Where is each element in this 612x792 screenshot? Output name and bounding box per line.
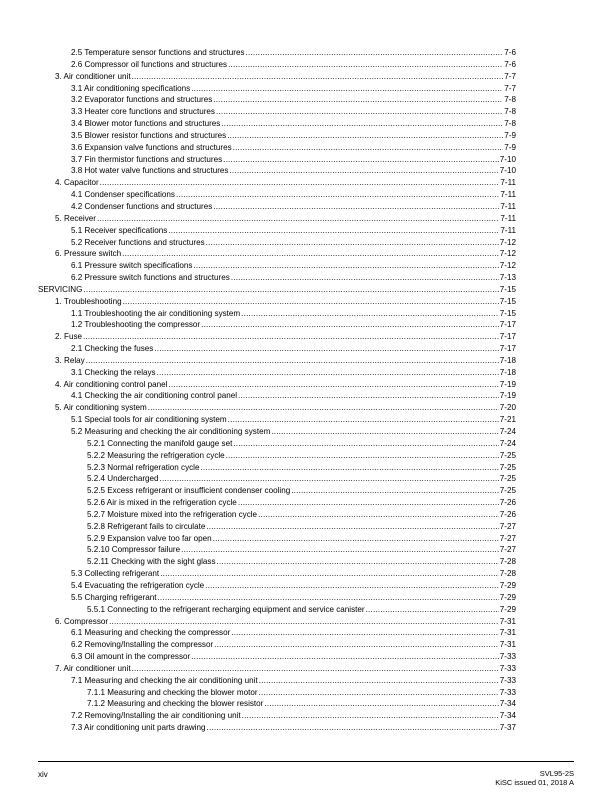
toc-entry[interactable]	[38, 710, 516, 722]
toc-entry[interactable]	[38, 296, 516, 308]
toc-entry[interactable]	[38, 533, 516, 545]
toc-dot-leader	[83, 331, 499, 343]
toc-entry-page: 7-9	[504, 130, 516, 140]
toc-dot-leader	[86, 355, 499, 367]
toc-entry-title: 5.2.6 Air is mixed in the refrigeration cycle	[87, 498, 237, 508]
toc-entry-page: 7-25	[499, 462, 516, 472]
toc-entry[interactable]	[38, 426, 516, 438]
toc-dot-leader	[238, 390, 499, 402]
toc-entry[interactable]	[38, 663, 516, 675]
toc-entry-page: 7-18	[499, 367, 516, 377]
toc-dot-leader	[366, 604, 499, 616]
toc-entry[interactable]	[38, 544, 516, 556]
toc-entry-page: 7-12	[499, 249, 516, 259]
toc-entry[interactable]	[38, 118, 516, 130]
toc-dot-leader	[132, 663, 499, 675]
toc-dot-leader	[169, 379, 499, 391]
toc-dot-leader	[271, 426, 498, 438]
toc-entry-page: 7-8	[504, 119, 516, 129]
toc-entry-page: 7-17	[499, 320, 516, 330]
toc-entry[interactable]	[38, 556, 516, 568]
toc-entry-title: 2.5 Temperature sensor functions and structures	[71, 48, 245, 57]
toc-entry[interactable]	[38, 59, 516, 71]
toc-entry-title: 5.2.8 Refrigerant fails to circulate	[87, 521, 206, 531]
toc-dot-leader	[132, 71, 504, 83]
toc-entry[interactable]	[38, 450, 516, 462]
toc-dot-leader	[97, 213, 499, 225]
toc-entry[interactable]	[38, 485, 516, 497]
toc-dot-leader	[213, 533, 499, 545]
toc-dot-leader	[201, 319, 499, 331]
toc-entry-page: 7-13	[499, 273, 516, 283]
toc-entry-page: 7-27	[499, 521, 516, 531]
toc-entry-title: 3.2 Evaporator functions and structures	[71, 95, 213, 105]
toc-entry[interactable]	[38, 379, 516, 391]
toc-entry-page: 7-10	[499, 154, 516, 164]
toc-entry[interactable]	[38, 438, 516, 450]
toc-entry-title: 6.1 Measuring and checking the compressor	[71, 628, 231, 638]
toc-entry[interactable]	[38, 106, 516, 118]
toc-entry-title: 5.2.2 Measuring the refrigeration cycle	[87, 450, 225, 460]
toc-entry[interactable]	[38, 331, 516, 343]
toc-entry[interactable]	[38, 616, 516, 628]
toc-entry-title: 4.2 Condenser functions and structures	[71, 201, 213, 211]
toc-entry-title: 7.3 Air conditioning unit parts drawing	[71, 723, 206, 733]
toc-entry[interactable]	[38, 722, 516, 734]
toc-dot-leader	[206, 237, 499, 249]
toc-entry[interactable]	[38, 473, 516, 485]
toc-dot-leader	[233, 438, 498, 450]
toc-entry-title: 4.1 Condenser specifications	[71, 190, 175, 200]
toc-entry-title: 5.2.5 Excess refrigerant or insufficient condenser cooling	[87, 486, 291, 496]
toc-entry-title: 5.2.1 Connecting the manifold gauge set	[87, 438, 233, 448]
toc-dot-leader	[181, 544, 499, 556]
toc-entry-title: SERVICING	[38, 284, 83, 294]
toc-entry-title: 3.1 Air conditioning specifications	[71, 83, 191, 93]
toc-dot-leader	[148, 402, 499, 414]
toc-entry[interactable]	[38, 651, 516, 663]
toc-dot-leader	[191, 651, 499, 663]
toc-entry-page: 7-25	[499, 450, 516, 460]
toc-entry-page: 7-31	[499, 640, 516, 650]
toc-entry-page: 7-24	[499, 427, 516, 436]
toc-dot-leader	[258, 509, 499, 521]
toc-entry-page: 7-17	[499, 344, 516, 354]
toc-entry-title: 7.1.2 Measuring and checking the blower resistor	[87, 699, 264, 709]
toc-entry-page: 7-7	[504, 71, 516, 81]
toc-dot-leader	[191, 83, 503, 95]
toc-entry-title: 6.2 Pressure switch functions and structures	[71, 273, 230, 283]
toc-entry[interactable]	[38, 83, 516, 95]
toc-entry[interactable]	[38, 71, 516, 83]
toc-entry-page: 7-19	[499, 391, 516, 401]
toc-dot-leader	[206, 521, 498, 533]
toc-entry-page: 7-12	[499, 237, 516, 247]
toc-entry-page: 7-29	[499, 592, 516, 602]
toc-entry-page: 7-10	[499, 166, 516, 176]
toc-entry-title: 6.2 Removing/Installing the compressor	[71, 640, 214, 650]
toc-entry-title: 7. Air conditioner unit	[55, 663, 131, 673]
toc-entry-page: 7-9	[504, 142, 516, 152]
toc-entry[interactable]	[38, 130, 516, 142]
toc-entry[interactable]	[38, 319, 516, 331]
toc-dot-leader	[213, 201, 499, 213]
toc-entry-page: 7-11	[500, 201, 516, 211]
toc-entry[interactable]	[38, 201, 516, 213]
toc-entry-title: 5. Receiver	[55, 213, 96, 223]
toc-entry-page: 7-7	[504, 83, 516, 93]
toc-dot-leader	[227, 130, 503, 142]
toc-entry-page: 7-24	[499, 438, 516, 448]
toc-dot-leader	[241, 308, 499, 320]
toc-entry[interactable]	[38, 604, 516, 616]
toc-entry-page: 7-8	[504, 95, 516, 105]
toc-entry-title: 5. Air conditioning system	[55, 403, 147, 413]
toc-entry-title: 1.1 Troubleshooting the air conditioning system	[71, 308, 241, 318]
toc-entry-title: 6.3 Oil amount in the compressor	[71, 652, 191, 662]
toc-dot-leader	[160, 473, 499, 485]
toc-entry-page: 7-34	[499, 699, 516, 709]
toc-entry-page: 7-15	[499, 284, 516, 294]
toc-entry-title: 5.1 Receiver specifications	[71, 225, 168, 235]
toc-dot-leader	[233, 142, 504, 154]
document-code: SVL95-2S	[539, 769, 574, 778]
toc-entry[interactable]	[38, 687, 516, 699]
toc-dot-leader	[160, 568, 499, 580]
toc-entry[interactable]	[38, 509, 516, 521]
toc-dot-leader	[259, 675, 499, 687]
toc-entry-page: 7-17	[499, 332, 516, 342]
toc-entry-page: 7-26	[499, 498, 516, 508]
toc-entry[interactable]	[38, 462, 516, 474]
toc-dot-leader	[157, 367, 499, 379]
toc-entry-page: 7-29	[499, 604, 516, 614]
toc-entry[interactable]	[38, 284, 516, 296]
toc-dot-leader	[259, 687, 499, 699]
toc-entry-page: 7-6	[504, 48, 516, 57]
toc-entry-title: 5.2 Receiver functions and structures	[71, 237, 205, 247]
toc-entry-title: 3.3 Heater core functions and structures	[71, 107, 215, 117]
toc-entry-title: 5.2.9 Expansion valve too far open	[87, 533, 212, 543]
toc-entry-title: 5.2.11 Checking with the sight glass	[87, 557, 216, 567]
toc-dot-leader	[154, 343, 498, 355]
toc-entry-title: 6. Compressor	[55, 616, 109, 626]
toc-entry[interactable]	[38, 308, 516, 320]
table-of-contents	[38, 47, 516, 734]
toc-entry[interactable]	[38, 165, 516, 177]
toc-dot-leader	[83, 284, 498, 296]
toc-entry-title: 6.1 Pressure switch specifications	[71, 261, 193, 271]
toc-entry[interactable]	[38, 213, 516, 225]
toc-entry-title: 5.5 Charging refrigerant	[71, 592, 157, 602]
toc-entry[interactable]	[38, 414, 516, 426]
toc-entry-title: 5.2.3 Normal refrigeration cycle	[87, 462, 200, 472]
toc-entry-title: 5.2.10 Compressor failure	[87, 545, 181, 555]
toc-entry-page: 7-21	[499, 415, 516, 425]
toc-entry-page: 7-26	[499, 509, 516, 519]
toc-dot-leader	[242, 710, 499, 722]
toc-entry[interactable]	[38, 142, 516, 154]
toc-entry-page: 7-33	[499, 663, 516, 673]
toc-entry-page: 7-6	[504, 59, 516, 69]
toc-entry-title: 3.5 Blower resistor functions and structures	[71, 130, 227, 140]
toc-dot-leader	[214, 639, 499, 651]
toc-entry-title: 6. Pressure switch	[55, 249, 122, 259]
issue-info: KiSC issued 01, 2018 A	[495, 778, 574, 787]
toc-dot-leader	[246, 47, 504, 59]
toc-dot-leader	[176, 189, 499, 201]
toc-entry-title: 2. Fuse	[55, 332, 82, 342]
toc-entry-title: 3.4 Blower motor functions and structures	[71, 119, 221, 129]
toc-entry[interactable]	[38, 154, 516, 166]
toc-dot-leader	[264, 698, 498, 710]
toc-entry-title: 5.2 Measuring and checking the air conditioning system	[71, 427, 271, 436]
document-info	[495, 769, 574, 787]
toc-entry-page: 7-27	[499, 545, 516, 555]
toc-entry[interactable]	[38, 390, 516, 402]
toc-entry-title: 5.2.4 Undercharged	[87, 474, 159, 484]
toc-entry-title: 2.1 Checking the fuses	[71, 344, 154, 354]
toc-entry[interactable]	[38, 627, 516, 639]
toc-entry-title: 3. Air conditioner unit	[55, 71, 131, 81]
toc-dot-leader	[226, 450, 499, 462]
toc-entry-title: 5.5.1 Connecting to the refrigerant recharging equipment and service canister	[87, 604, 365, 614]
toc-entry[interactable]	[38, 237, 516, 249]
toc-dot-leader	[168, 225, 499, 237]
toc-entry[interactable]	[38, 521, 516, 533]
toc-entry[interactable]	[38, 260, 516, 272]
toc-entry-title: 5.1 Special tools for air conditioning system	[71, 415, 227, 425]
toc-entry-title: 5.3 Collecting refrigerant	[71, 569, 160, 579]
toc-entry[interactable]	[38, 497, 516, 509]
toc-entry[interactable]	[38, 225, 516, 237]
toc-entry-page: 7-12	[499, 261, 516, 271]
toc-entry-page: 7-34	[499, 711, 516, 721]
toc-dot-leader	[123, 296, 499, 308]
toc-entry[interactable]	[38, 568, 516, 580]
toc-entry-title: 4. Capacitor	[55, 178, 99, 188]
toc-entry[interactable]	[38, 272, 516, 284]
toc-entry[interactable]	[38, 248, 516, 260]
toc-entry-page: 7-8	[504, 107, 516, 117]
toc-entry-page: 7-33	[499, 687, 516, 697]
toc-entry[interactable]	[38, 343, 516, 355]
toc-dot-leader	[216, 106, 503, 118]
toc-entry-title: 7.1 Measuring and checking the air conditioning unit	[71, 675, 258, 685]
toc-entry-page: 7-33	[499, 652, 516, 662]
toc-dot-leader	[217, 556, 499, 568]
toc-dot-leader	[223, 154, 499, 166]
toc-dot-leader	[231, 627, 499, 639]
toc-dot-leader	[231, 272, 499, 284]
page-number: xiv	[38, 770, 48, 779]
toc-entry[interactable]	[38, 47, 516, 59]
toc-entry[interactable]	[38, 355, 516, 367]
toc-entry-page: 7-29	[499, 580, 516, 590]
toc-entry-title: 3.1 Checking the relays	[71, 367, 156, 377]
toc-entry-page: 7-31	[499, 628, 516, 638]
toc-dot-leader	[229, 165, 498, 177]
toc-entry-page: 7-25	[499, 486, 516, 496]
toc-entry[interactable]	[38, 94, 516, 106]
toc-entry-page: 7-28	[499, 569, 516, 579]
toc-dot-leader	[122, 248, 499, 260]
toc-entry-title: 2.6 Compressor oil functions and structures	[71, 59, 228, 69]
toc-dot-leader	[157, 592, 498, 604]
toc-entry[interactable]	[38, 675, 516, 687]
toc-entry[interactable]	[38, 402, 516, 414]
toc-dot-leader	[200, 462, 498, 474]
toc-entry-title: 3.8 Hot water valve functions and structures	[71, 166, 229, 176]
toc-entry-title: 4. Air conditioning control panel	[55, 379, 168, 389]
toc-entry-page: 7-15	[499, 308, 516, 318]
toc-entry[interactable]	[38, 639, 516, 651]
toc-entry-page: 7-28	[499, 557, 516, 567]
toc-dot-leader	[109, 616, 499, 628]
toc-entry-title: 1.2 Troubleshooting the compressor	[71, 320, 201, 330]
toc-entry-page: 7-19	[499, 379, 516, 389]
toc-entry-page: 7-20	[499, 403, 516, 413]
toc-entry-page: 7-11	[500, 190, 516, 200]
toc-entry[interactable]	[38, 367, 516, 379]
toc-entry[interactable]	[38, 580, 516, 592]
toc-entry[interactable]	[38, 698, 516, 710]
toc-entry-page: 7-27	[499, 533, 516, 543]
toc-entry-page: 7-25	[499, 474, 516, 484]
toc-dot-leader	[205, 580, 499, 592]
toc-entry-title: 7.2 Removing/Installing the air conditioning unit	[71, 711, 241, 721]
toc-entry-title: 5.4 Evacuating the refrigeration cycle	[71, 580, 205, 590]
toc-entry[interactable]	[38, 592, 516, 604]
toc-dot-leader	[228, 414, 499, 426]
toc-dot-leader	[238, 497, 499, 509]
toc-entry-page: 7-11	[500, 213, 516, 223]
toc-entry-title: 3. Relay	[55, 355, 85, 365]
toc-entry-page: 7-37	[499, 723, 516, 733]
toc-dot-leader	[213, 94, 503, 106]
toc-entry-page: 7-18	[499, 355, 516, 365]
toc-entry-page: 7-11	[500, 225, 516, 235]
toc-entry-title: 1. Troubleshooting	[55, 296, 122, 306]
toc-entry-title: 3.7 Fin thermistor functions and structures	[71, 154, 223, 164]
toc-entry-page: 7-11	[500, 178, 516, 188]
toc-entry[interactable]	[38, 177, 516, 189]
toc-dot-leader	[291, 485, 499, 497]
toc-dot-leader	[228, 59, 503, 71]
toc-entry-page: 7-33	[499, 675, 516, 685]
toc-entry-title: 5.2.7 Moisture mixed into the refrigeration cycle	[87, 509, 258, 519]
toc-entry[interactable]	[38, 189, 516, 201]
toc-dot-leader	[221, 118, 503, 130]
footer-divider	[38, 761, 574, 762]
toc-entry-title: 3.6 Expansion valve functions and structures	[71, 142, 232, 152]
toc-entry-page: 7-15	[499, 296, 516, 306]
toc-entry-title: 4.1 Checking the air conditioning control panel	[71, 391, 238, 401]
toc-entry-page: 7-31	[499, 616, 516, 626]
toc-dot-leader	[207, 722, 499, 734]
toc-entry-title: 7.1.1 Measuring and checking the blower motor	[87, 687, 258, 697]
toc-dot-leader	[100, 177, 500, 189]
toc-dot-leader	[193, 260, 498, 272]
